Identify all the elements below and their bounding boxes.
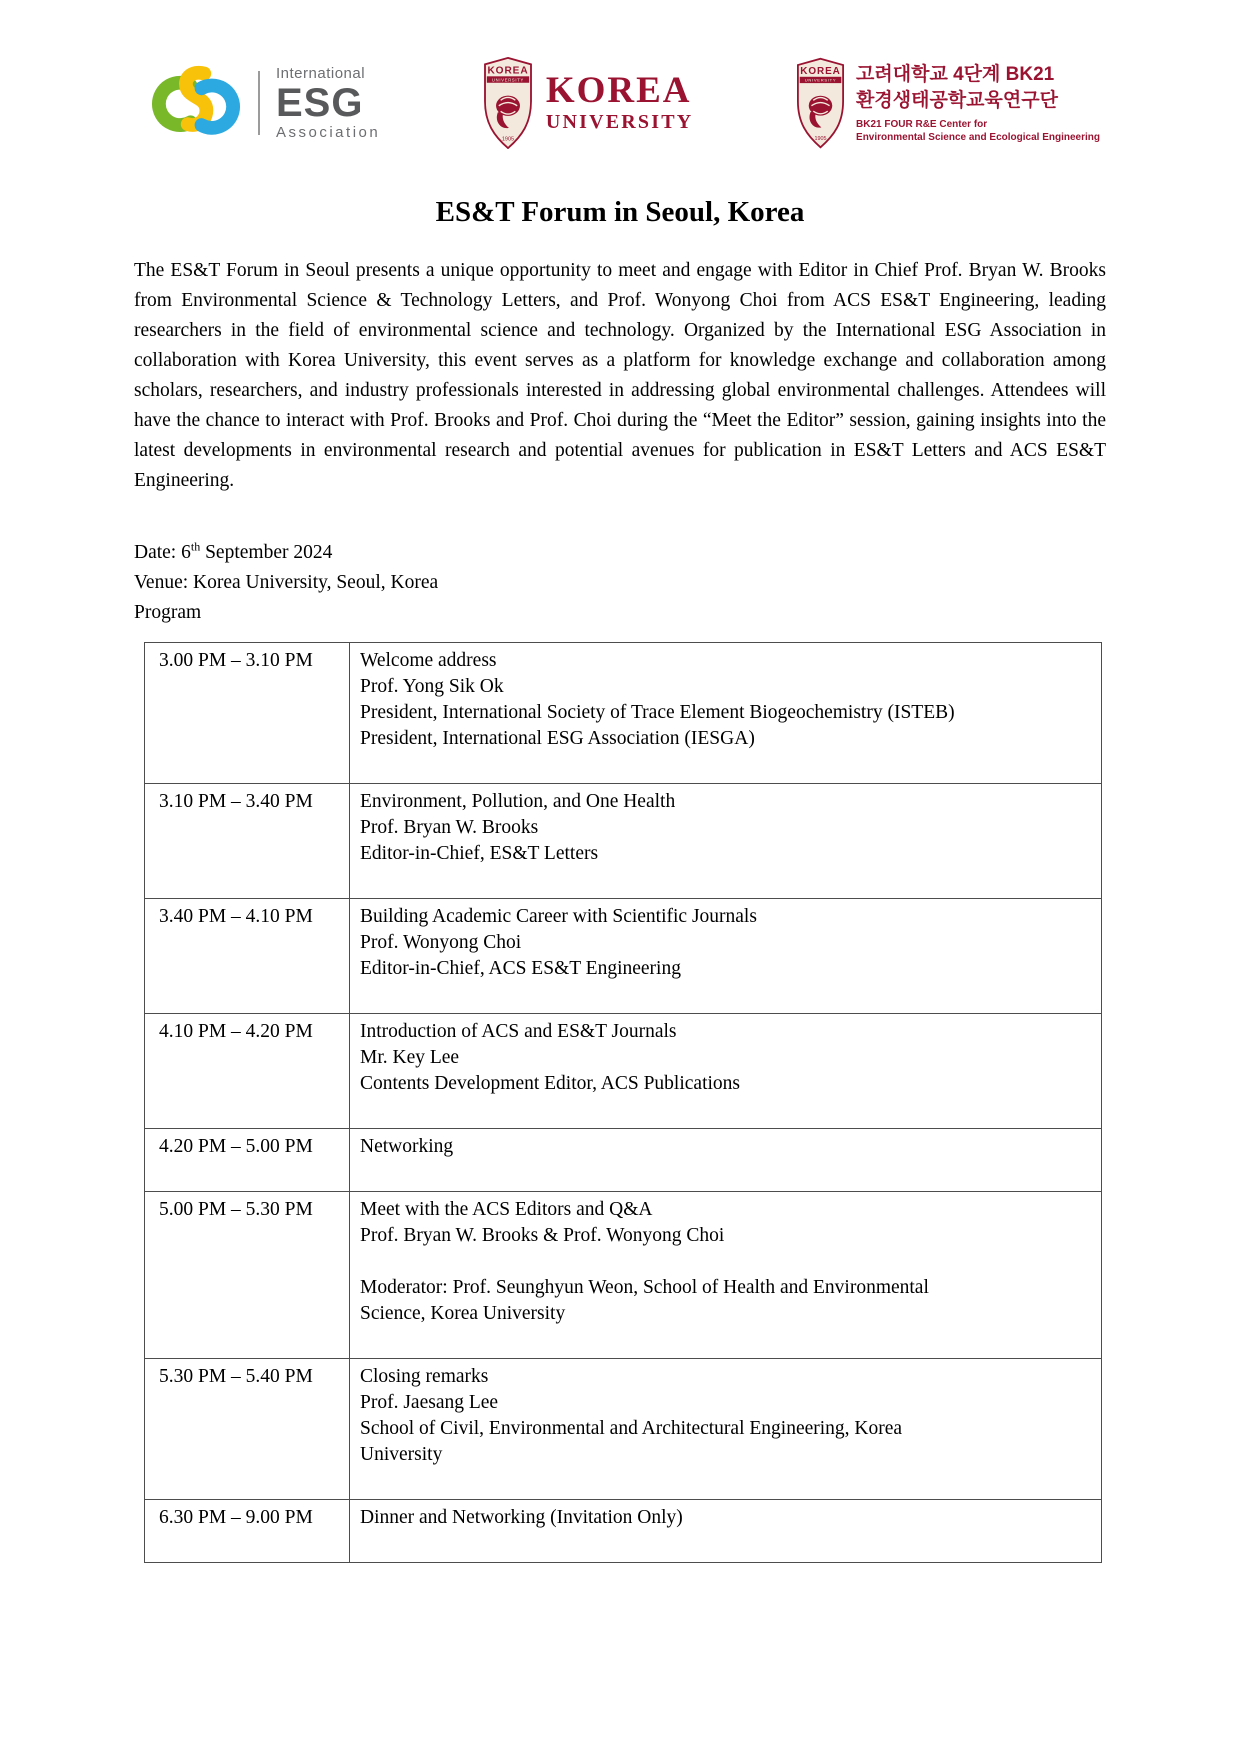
date-rest: September 2024: [200, 542, 333, 563]
date-line: [134, 538, 1106, 568]
session-line: [360, 1097, 1091, 1123]
schedule-row: [145, 643, 1102, 784]
session-line: University: [360, 1444, 443, 1465]
bk21-korean-line1: 고려대학교 4단계 BK21: [856, 63, 1055, 85]
esg-logo-icon: [150, 57, 242, 149]
session-line: Welcome address: [360, 650, 497, 671]
korea-university-shield-icon: [484, 57, 532, 149]
schedule-table-body: [145, 643, 1102, 1563]
session-cell: [350, 784, 1102, 899]
esg-logo-text: [276, 65, 380, 141]
session-line: [360, 1249, 1091, 1275]
shield-korea-text: KOREA: [800, 66, 841, 78]
session-line: Networking: [360, 1136, 454, 1157]
schedule-row: [145, 1359, 1102, 1500]
schedule-row: [145, 1014, 1102, 1129]
session-cell: [350, 899, 1102, 1014]
session-line: Prof. Wonyong Choi: [360, 932, 522, 953]
session-line: Introduction of ACS and ES&T Journals: [360, 1021, 677, 1042]
session-line: Contents Development Editor, ACS Publications: [360, 1073, 740, 1094]
intro-paragraph: The ES&T Forum in Seoul presents a unique opportunity to meet and engage with Editor in Chief Prof. Bryan W. Brooks from Environmental Science & Technology Letters, and Prof. Wonyong Choi from ACS ES&T Engineering, leading researchers in the field of environmental science and technology. Organized by the International ESG Association in collaboration with Korea University, this event serves as a platform for knowledge exchange and collaboration among scholars, researchers, and industry professionals interested in addressing global environmental challenges. Attendees will have the chance to interact with Prof. Brooks and Prof. Choi during the “Meet the Editor” session, gaining insights into the latest developments in environmental research and potential avenues for publication in ES&T Letters and ACS ES&T Engineering.: [134, 260, 1106, 491]
session-cell: [350, 1129, 1102, 1192]
session-line: Editor-in-Chief, ES&T Letters: [360, 843, 599, 864]
schedule-row: [145, 899, 1102, 1014]
session-line: Environment, Pollution, and One Health: [360, 791, 676, 812]
schedule-row: [145, 1500, 1102, 1563]
session-line: President, International Society of Trace Element Biogeochemistry (ISTEB): [360, 702, 955, 723]
session-line: [360, 1531, 1091, 1557]
session-line: [360, 867, 1091, 893]
session-line: Building Academic Career with Scientific Journals: [360, 906, 757, 927]
shield-year-text: 1905: [814, 136, 827, 143]
venue-line: Venue: Korea University, Seoul, Korea: [134, 572, 439, 593]
program-label: Program: [134, 602, 202, 623]
event-details: [134, 538, 1106, 628]
korea-university-logo: [484, 57, 694, 149]
session-line: Dinner and Networking (Invitation Only): [360, 1507, 683, 1528]
bk21-korean-line2: 환경생태공학교육연구단: [856, 89, 1058, 111]
bk21-logo-text: [856, 62, 1100, 144]
session-line: Moderator: Prof. Seunghyun Weon, School of Health and Environmental: [360, 1277, 929, 1298]
time-cell: 3.40 PM – 4.10 PM: [145, 899, 350, 1014]
bk21-center-logo: [797, 57, 1100, 149]
session-line: [360, 752, 1091, 778]
time-cell: 5.00 PM – 5.30 PM: [145, 1192, 350, 1359]
session-line: [360, 1327, 1091, 1353]
logo-header: [0, 0, 1240, 152]
session-line: Mr. Key Lee: [360, 1047, 460, 1068]
schedule-row: [145, 784, 1102, 899]
session-line: President, International ESG Association (IESGA): [360, 728, 755, 749]
session-line: [360, 982, 1091, 1008]
session-line: Editor-in-Chief, ACS ES&T Engineering: [360, 958, 681, 979]
session-line: [360, 1160, 1091, 1186]
session-cell: [350, 1359, 1102, 1500]
session-cell: [350, 1014, 1102, 1129]
time-cell: 5.30 PM – 5.40 PM: [145, 1359, 350, 1500]
bk21-english-line1: BK21 FOUR R&E Center for: [856, 119, 988, 131]
esg-logo-line2: ESG: [276, 81, 364, 125]
session-line: Prof. Bryan W. Brooks: [360, 817, 539, 838]
page-title: ES&T Forum in Seoul, Korea: [435, 196, 805, 228]
bk21-english-line2: Environmental Science and Ecological Engineering: [856, 132, 1100, 144]
schedule-row: [145, 1192, 1102, 1359]
bk21-shield-icon: [797, 57, 844, 149]
shield-university-text: UNIVERSITY: [804, 77, 837, 83]
shield-korea-text: KOREA: [487, 65, 529, 77]
session-cell: [350, 643, 1102, 784]
esg-association-logo: [150, 57, 380, 149]
date-number: 6: [181, 542, 191, 563]
korea-university-wordmark: [545, 69, 694, 135]
logo-divider: [258, 71, 260, 135]
shield-university-text: UNIVERSITY: [491, 77, 524, 83]
schedule-row: [145, 1129, 1102, 1192]
session-line: School of Civil, Environmental and Architectural Engineering, Korea: [360, 1418, 903, 1439]
time-cell: 6.30 PM – 9.00 PM: [145, 1500, 350, 1563]
time-cell: 4.20 PM – 5.00 PM: [145, 1129, 350, 1192]
date-label: Date:: [134, 542, 182, 563]
time-cell: 3.00 PM – 3.10 PM: [145, 643, 350, 784]
time-cell: 3.10 PM – 3.40 PM: [145, 784, 350, 899]
session-line: Prof. Bryan W. Brooks & Prof. Wonyong Choi: [360, 1225, 725, 1246]
esg-logo-line1: International: [276, 65, 366, 82]
bk21-english-lines: [856, 118, 1100, 144]
session-line: Prof. Yong Sik Ok: [360, 676, 504, 697]
session-cell: [350, 1500, 1102, 1563]
session-line: Closing remarks: [360, 1366, 489, 1387]
ku-wordmark-line1: KOREA: [545, 69, 692, 111]
session-line: Prof. Jaesang Lee: [360, 1392, 499, 1413]
session-line: Science, Korea University: [360, 1303, 566, 1324]
time-cell: 4.10 PM – 4.20 PM: [145, 1014, 350, 1129]
ku-wordmark-line2: UNIVERSITY: [545, 111, 694, 134]
session-cell: [350, 1192, 1102, 1359]
session-line: Meet with the ACS Editors and Q&A: [360, 1199, 653, 1220]
session-line: [360, 1468, 1091, 1494]
esg-logo-line3: Association: [276, 124, 381, 141]
schedule-table: [144, 642, 1102, 1563]
shield-year-text: 1905: [501, 136, 514, 143]
date-ordinal: th: [190, 539, 201, 554]
